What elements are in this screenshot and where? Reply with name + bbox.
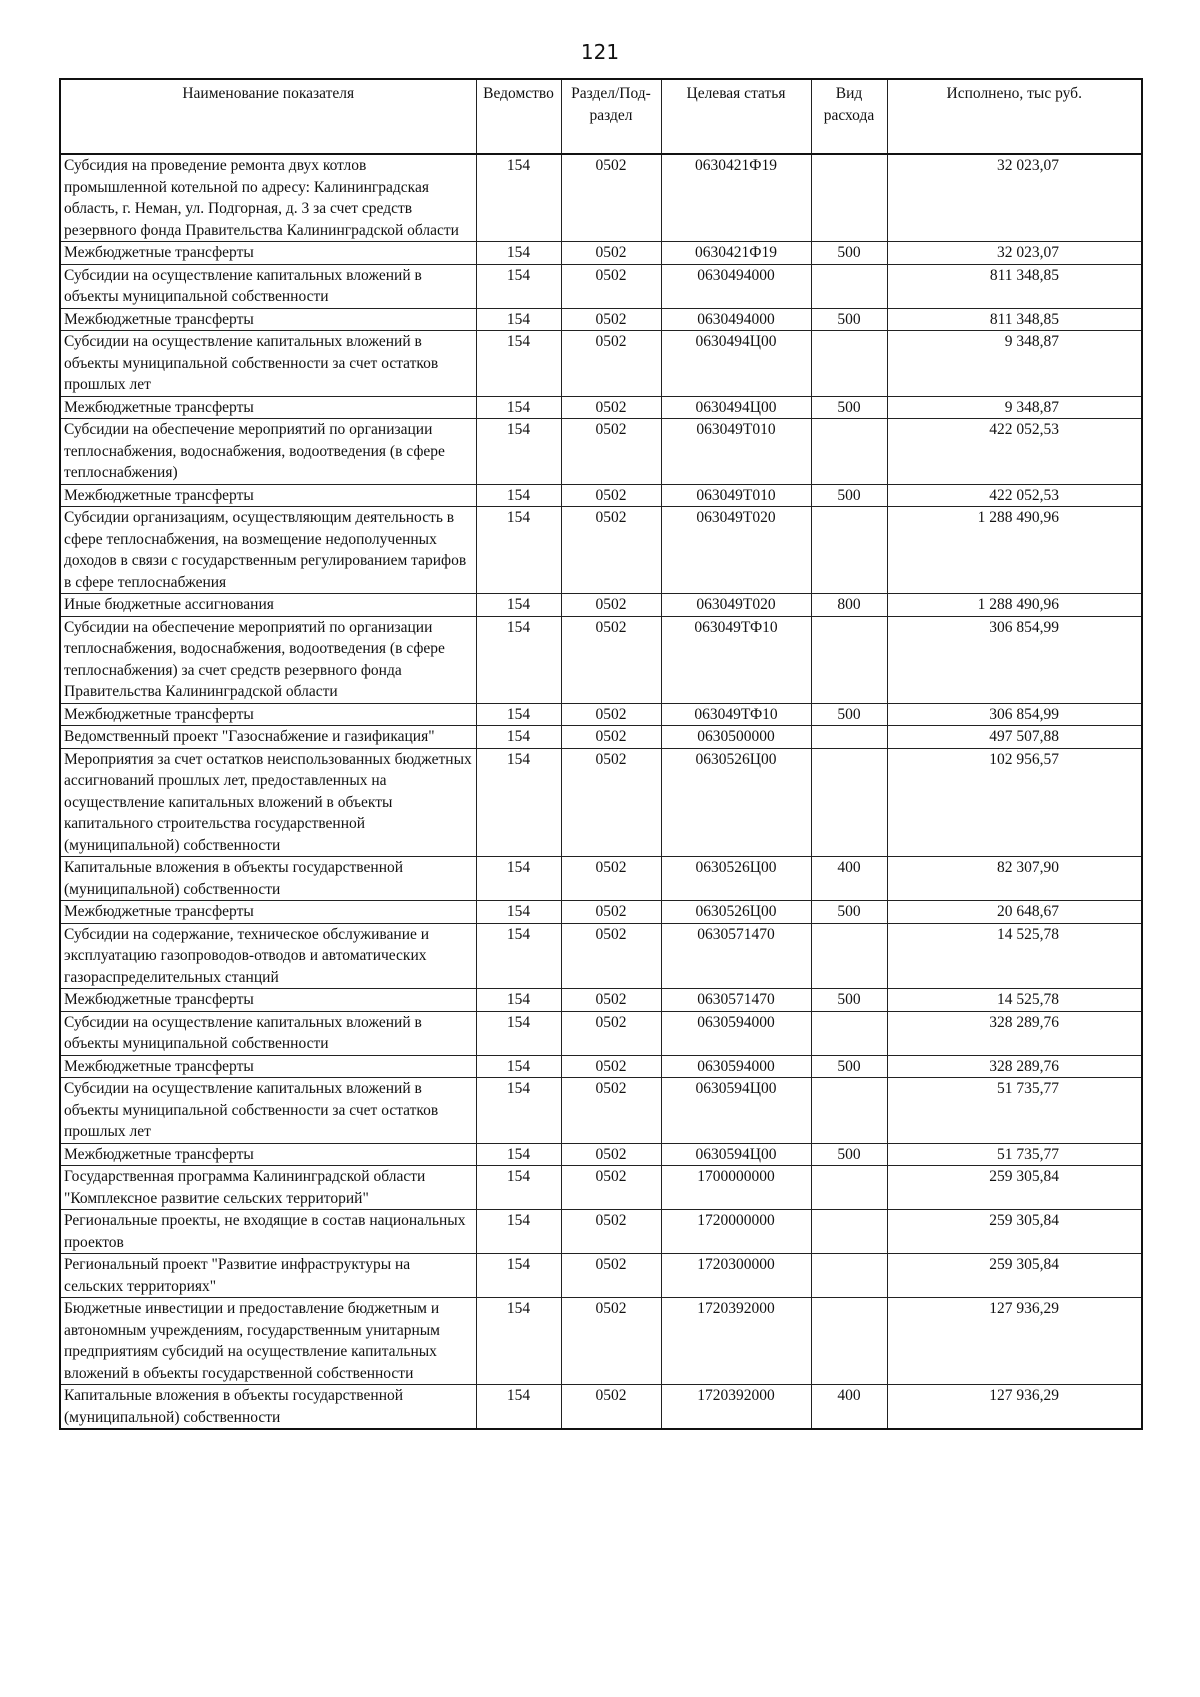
cell-type <box>811 923 887 989</box>
cell-section: 0502 <box>561 308 661 331</box>
cell-dept: 154 <box>476 726 561 749</box>
cell-dept: 154 <box>476 703 561 726</box>
cell-amount: 328 289,76 <box>887 1055 1142 1078</box>
table-row <box>60 989 1142 1012</box>
table-row <box>60 331 1142 397</box>
cell-amount: 306 854,99 <box>887 703 1142 726</box>
table-row <box>60 507 1142 594</box>
cell-name: Капитальные вложения в объекты государственной (муниципальной) собственности <box>60 857 476 901</box>
cell-section: 0502 <box>561 989 661 1012</box>
cell-target: 0630494000 <box>661 308 811 331</box>
cell-target: 0630526Ц00 <box>661 748 811 857</box>
cell-target: 0630526Ц00 <box>661 857 811 901</box>
cell-dept: 154 <box>476 923 561 989</box>
cell-type <box>811 748 887 857</box>
cell-target: 0630571470 <box>661 923 811 989</box>
cell-amount: 32 023,07 <box>887 242 1142 265</box>
table-row <box>60 1078 1142 1144</box>
cell-section: 0502 <box>561 264 661 308</box>
cell-type: 500 <box>811 484 887 507</box>
cell-dept: 154 <box>476 154 561 242</box>
cell-target: 063049Т010 <box>661 484 811 507</box>
cell-section: 0502 <box>561 242 661 265</box>
cell-target: 1720000000 <box>661 1210 811 1254</box>
cell-dept: 154 <box>476 1166 561 1210</box>
cell-target: 0630421Ф19 <box>661 154 811 242</box>
cell-name: Субсидии на осуществление капитальных вложений в объекты муниципальной собственности за счет остатков прошлых лет <box>60 331 476 397</box>
cell-target: 1700000000 <box>661 1166 811 1210</box>
cell-dept: 154 <box>476 484 561 507</box>
cell-dept: 154 <box>476 901 561 924</box>
cell-amount: 32 023,07 <box>887 154 1142 242</box>
col-header-section: Раздел/Под-раздел <box>561 79 661 154</box>
cell-section: 0502 <box>561 1055 661 1078</box>
cell-target: 063049Т010 <box>661 419 811 485</box>
cell-dept: 154 <box>476 419 561 485</box>
cell-dept: 154 <box>476 1078 561 1144</box>
cell-target: 0630500000 <box>661 726 811 749</box>
table-row <box>60 264 1142 308</box>
cell-dept: 154 <box>476 331 561 397</box>
cell-section: 0502 <box>561 901 661 924</box>
cell-section: 0502 <box>561 594 661 617</box>
cell-amount: 127 936,29 <box>887 1298 1142 1385</box>
cell-type: 500 <box>811 396 887 419</box>
cell-section: 0502 <box>561 703 661 726</box>
cell-section: 0502 <box>561 396 661 419</box>
cell-name: Бюджетные инвестиции и предоставление бюджетным и автономным учреждениям, государственным унитарным предприятиям субсидий на осуществление капитальных вложений в объекты государственной собственности <box>60 1298 476 1385</box>
cell-section: 0502 <box>561 331 661 397</box>
table-row <box>60 396 1142 419</box>
cell-name: Ведомственный проект "Газоснабжение и газификация" <box>60 726 476 749</box>
cell-name: Субсидии на осуществление капитальных вложений в объекты муниципальной собственности за счет остатков прошлых лет <box>60 1078 476 1144</box>
cell-dept: 154 <box>476 1298 561 1385</box>
cell-target: 0630421Ф19 <box>661 242 811 265</box>
cell-dept: 154 <box>476 264 561 308</box>
cell-section: 0502 <box>561 1166 661 1210</box>
cell-section: 0502 <box>561 1254 661 1298</box>
cell-dept: 154 <box>476 242 561 265</box>
cell-type: 500 <box>811 242 887 265</box>
table-row <box>60 154 1142 242</box>
cell-target: 1720392000 <box>661 1298 811 1385</box>
cell-section: 0502 <box>561 857 661 901</box>
col-header-dept: Ведомство <box>476 79 561 154</box>
cell-name: Мероприятия за счет остатков неиспользованных бюджетных ассигнований прошлых лет, предоставленных на осуществление капитальных вложений в объекты капитального строительства государственной (муниципальной) собственности <box>60 748 476 857</box>
cell-type: 500 <box>811 1055 887 1078</box>
table-row <box>60 1055 1142 1078</box>
cell-name: Субсидии организациям, осуществляющим деятельность в сфере теплоснабжения, на возмещение недополученных доходов в связи с государственным регулированием тарифов в сфере теплоснабжения <box>60 507 476 594</box>
cell-amount: 422 052,53 <box>887 484 1142 507</box>
table-row <box>60 748 1142 857</box>
cell-type <box>811 419 887 485</box>
cell-section: 0502 <box>561 1298 661 1385</box>
cell-amount: 9 348,87 <box>887 331 1142 397</box>
cell-name: Региональные проекты, не входящие в состав национальных проектов <box>60 1210 476 1254</box>
cell-amount: 1 288 490,96 <box>887 594 1142 617</box>
table-row <box>60 1210 1142 1254</box>
cell-amount: 51 735,77 <box>887 1078 1142 1144</box>
cell-section: 0502 <box>561 154 661 242</box>
cell-section: 0502 <box>561 1078 661 1144</box>
cell-amount: 102 956,57 <box>887 748 1142 857</box>
cell-amount: 14 525,78 <box>887 989 1142 1012</box>
cell-dept: 154 <box>476 1055 561 1078</box>
cell-dept: 154 <box>476 989 561 1012</box>
cell-dept: 154 <box>476 748 561 857</box>
col-header-target: Целевая статья <box>661 79 811 154</box>
cell-name: Субсидии на обеспечение мероприятий по организации теплоснабжения, водоснабжения, водоотведения (в сфере теплоснабжения) <box>60 419 476 485</box>
col-header-type: Вид расхода <box>811 79 887 154</box>
cell-target: 0630494Ц00 <box>661 331 811 397</box>
cell-amount: 20 648,67 <box>887 901 1142 924</box>
table-row <box>60 1143 1142 1166</box>
cell-name: Межбюджетные трансферты <box>60 308 476 331</box>
cell-name: Межбюджетные трансферты <box>60 1143 476 1166</box>
cell-amount: 259 305,84 <box>887 1210 1142 1254</box>
cell-amount: 259 305,84 <box>887 1254 1142 1298</box>
table-row <box>60 703 1142 726</box>
cell-type: 800 <box>811 594 887 617</box>
cell-target: 1720392000 <box>661 1385 811 1430</box>
cell-amount: 14 525,78 <box>887 923 1142 989</box>
cell-amount: 811 348,85 <box>887 308 1142 331</box>
cell-name: Межбюджетные трансферты <box>60 703 476 726</box>
cell-section: 0502 <box>561 507 661 594</box>
table-row <box>60 726 1142 749</box>
cell-target: 0630594Ц00 <box>661 1143 811 1166</box>
table-row <box>60 1298 1142 1385</box>
table-body <box>60 154 1142 1429</box>
cell-amount: 82 307,90 <box>887 857 1142 901</box>
cell-section: 0502 <box>561 1011 661 1055</box>
table-row <box>60 616 1142 703</box>
cell-amount: 328 289,76 <box>887 1011 1142 1055</box>
cell-name: Государственная программа Калининградской области "Комплексное развитие сельских территорий" <box>60 1166 476 1210</box>
cell-type: 400 <box>811 1385 887 1430</box>
table-row <box>60 1254 1142 1298</box>
table-row <box>60 594 1142 617</box>
cell-type <box>811 1011 887 1055</box>
cell-amount: 422 052,53 <box>887 419 1142 485</box>
cell-name: Субсидии на содержание, техническое обслуживание и эксплуатацию газопроводов-отводов и автоматических газораспределительных станций <box>60 923 476 989</box>
cell-name: Межбюджетные трансферты <box>60 901 476 924</box>
cell-type: 500 <box>811 308 887 331</box>
cell-target: 0630494000 <box>661 264 811 308</box>
cell-dept: 154 <box>476 857 561 901</box>
cell-dept: 154 <box>476 1254 561 1298</box>
cell-target: 1720300000 <box>661 1254 811 1298</box>
table-row <box>60 923 1142 989</box>
cell-target: 063049Т020 <box>661 507 811 594</box>
cell-dept: 154 <box>476 396 561 419</box>
cell-type: 500 <box>811 703 887 726</box>
cell-name: Региональный проект "Развитие инфраструктуры на сельских территориях" <box>60 1254 476 1298</box>
budget-table <box>59 78 1143 1430</box>
cell-section: 0502 <box>561 1385 661 1430</box>
cell-section: 0502 <box>561 1143 661 1166</box>
cell-type <box>811 1298 887 1385</box>
cell-dept: 154 <box>476 507 561 594</box>
cell-amount: 127 936,29 <box>887 1385 1142 1430</box>
cell-target: 0630526Ц00 <box>661 901 811 924</box>
cell-name: Межбюджетные трансферты <box>60 242 476 265</box>
table-row <box>60 308 1142 331</box>
cell-name: Межбюджетные трансферты <box>60 989 476 1012</box>
cell-target: 063049Т020 <box>661 594 811 617</box>
cell-name: Межбюджетные трансферты <box>60 1055 476 1078</box>
cell-name: Субсидии на осуществление капитальных вложений в объекты муниципальной собственности <box>60 1011 476 1055</box>
cell-dept: 154 <box>476 616 561 703</box>
cell-amount: 811 348,85 <box>887 264 1142 308</box>
cell-type <box>811 726 887 749</box>
cell-amount: 259 305,84 <box>887 1166 1142 1210</box>
col-header-name: Наименование показателя <box>60 79 476 154</box>
table-row <box>60 1166 1142 1210</box>
cell-type <box>811 1210 887 1254</box>
cell-section: 0502 <box>561 616 661 703</box>
cell-target: 063049ТФ10 <box>661 616 811 703</box>
cell-type: 400 <box>811 857 887 901</box>
cell-target: 0630594Ц00 <box>661 1078 811 1144</box>
table-row <box>60 242 1142 265</box>
header-row <box>60 79 1142 154</box>
cell-name: Межбюджетные трансферты <box>60 484 476 507</box>
cell-type <box>811 154 887 242</box>
cell-dept: 154 <box>476 1143 561 1166</box>
cell-amount: 51 735,77 <box>887 1143 1142 1166</box>
cell-name: Субсидии на осуществление капитальных вложений в объекты муниципальной собственности <box>60 264 476 308</box>
cell-type <box>811 1166 887 1210</box>
cell-name: Капитальные вложения в объекты государственной (муниципальной) собственности <box>60 1385 476 1430</box>
cell-amount: 1 288 490,96 <box>887 507 1142 594</box>
cell-target: 0630594000 <box>661 1055 811 1078</box>
cell-amount: 9 348,87 <box>887 396 1142 419</box>
table-row <box>60 1385 1142 1430</box>
table-row <box>60 901 1142 924</box>
cell-type <box>811 1078 887 1144</box>
cell-type <box>811 264 887 308</box>
cell-section: 0502 <box>561 419 661 485</box>
cell-amount: 306 854,99 <box>887 616 1142 703</box>
cell-type <box>811 507 887 594</box>
cell-dept: 154 <box>476 594 561 617</box>
cell-type <box>811 616 887 703</box>
table-row <box>60 1011 1142 1055</box>
cell-section: 0502 <box>561 484 661 507</box>
cell-type <box>811 331 887 397</box>
col-header-executed: Исполнено, тыс руб. <box>887 79 1142 154</box>
cell-section: 0502 <box>561 923 661 989</box>
cell-name: Межбюджетные трансферты <box>60 396 476 419</box>
cell-type: 500 <box>811 1143 887 1166</box>
cell-target: 0630594000 <box>661 1011 811 1055</box>
cell-section: 0502 <box>561 748 661 857</box>
cell-name: Субсидия на проведение ремонта двух котлов промышленной котельной по адресу: Калининградская область, г. Неман, ул. Подгорная, д. 3 за счет средств резервного фонда Правительства Калининградской области <box>60 154 476 242</box>
cell-type: 500 <box>811 901 887 924</box>
cell-dept: 154 <box>476 308 561 331</box>
cell-target: 0630571470 <box>661 989 811 1012</box>
cell-type: 500 <box>811 989 887 1012</box>
cell-dept: 154 <box>476 1210 561 1254</box>
cell-section: 0502 <box>561 726 661 749</box>
cell-name: Субсидии на обеспечение мероприятий по организации теплоснабжения, водоснабжения, водоотведения (в сфере теплоснабжения) за счет средств резервного фонда Правительства Калининградской области <box>60 616 476 703</box>
table-row <box>60 857 1142 901</box>
cell-name: Иные бюджетные ассигнования <box>60 594 476 617</box>
page-number: 121 <box>580 40 620 64</box>
cell-target: 063049ТФ10 <box>661 703 811 726</box>
cell-dept: 154 <box>476 1385 561 1430</box>
cell-amount: 497 507,88 <box>887 726 1142 749</box>
cell-target: 0630494Ц00 <box>661 396 811 419</box>
cell-type <box>811 1254 887 1298</box>
table-row <box>60 419 1142 485</box>
cell-dept: 154 <box>476 1011 561 1055</box>
table-row <box>60 484 1142 507</box>
cell-section: 0502 <box>561 1210 661 1254</box>
